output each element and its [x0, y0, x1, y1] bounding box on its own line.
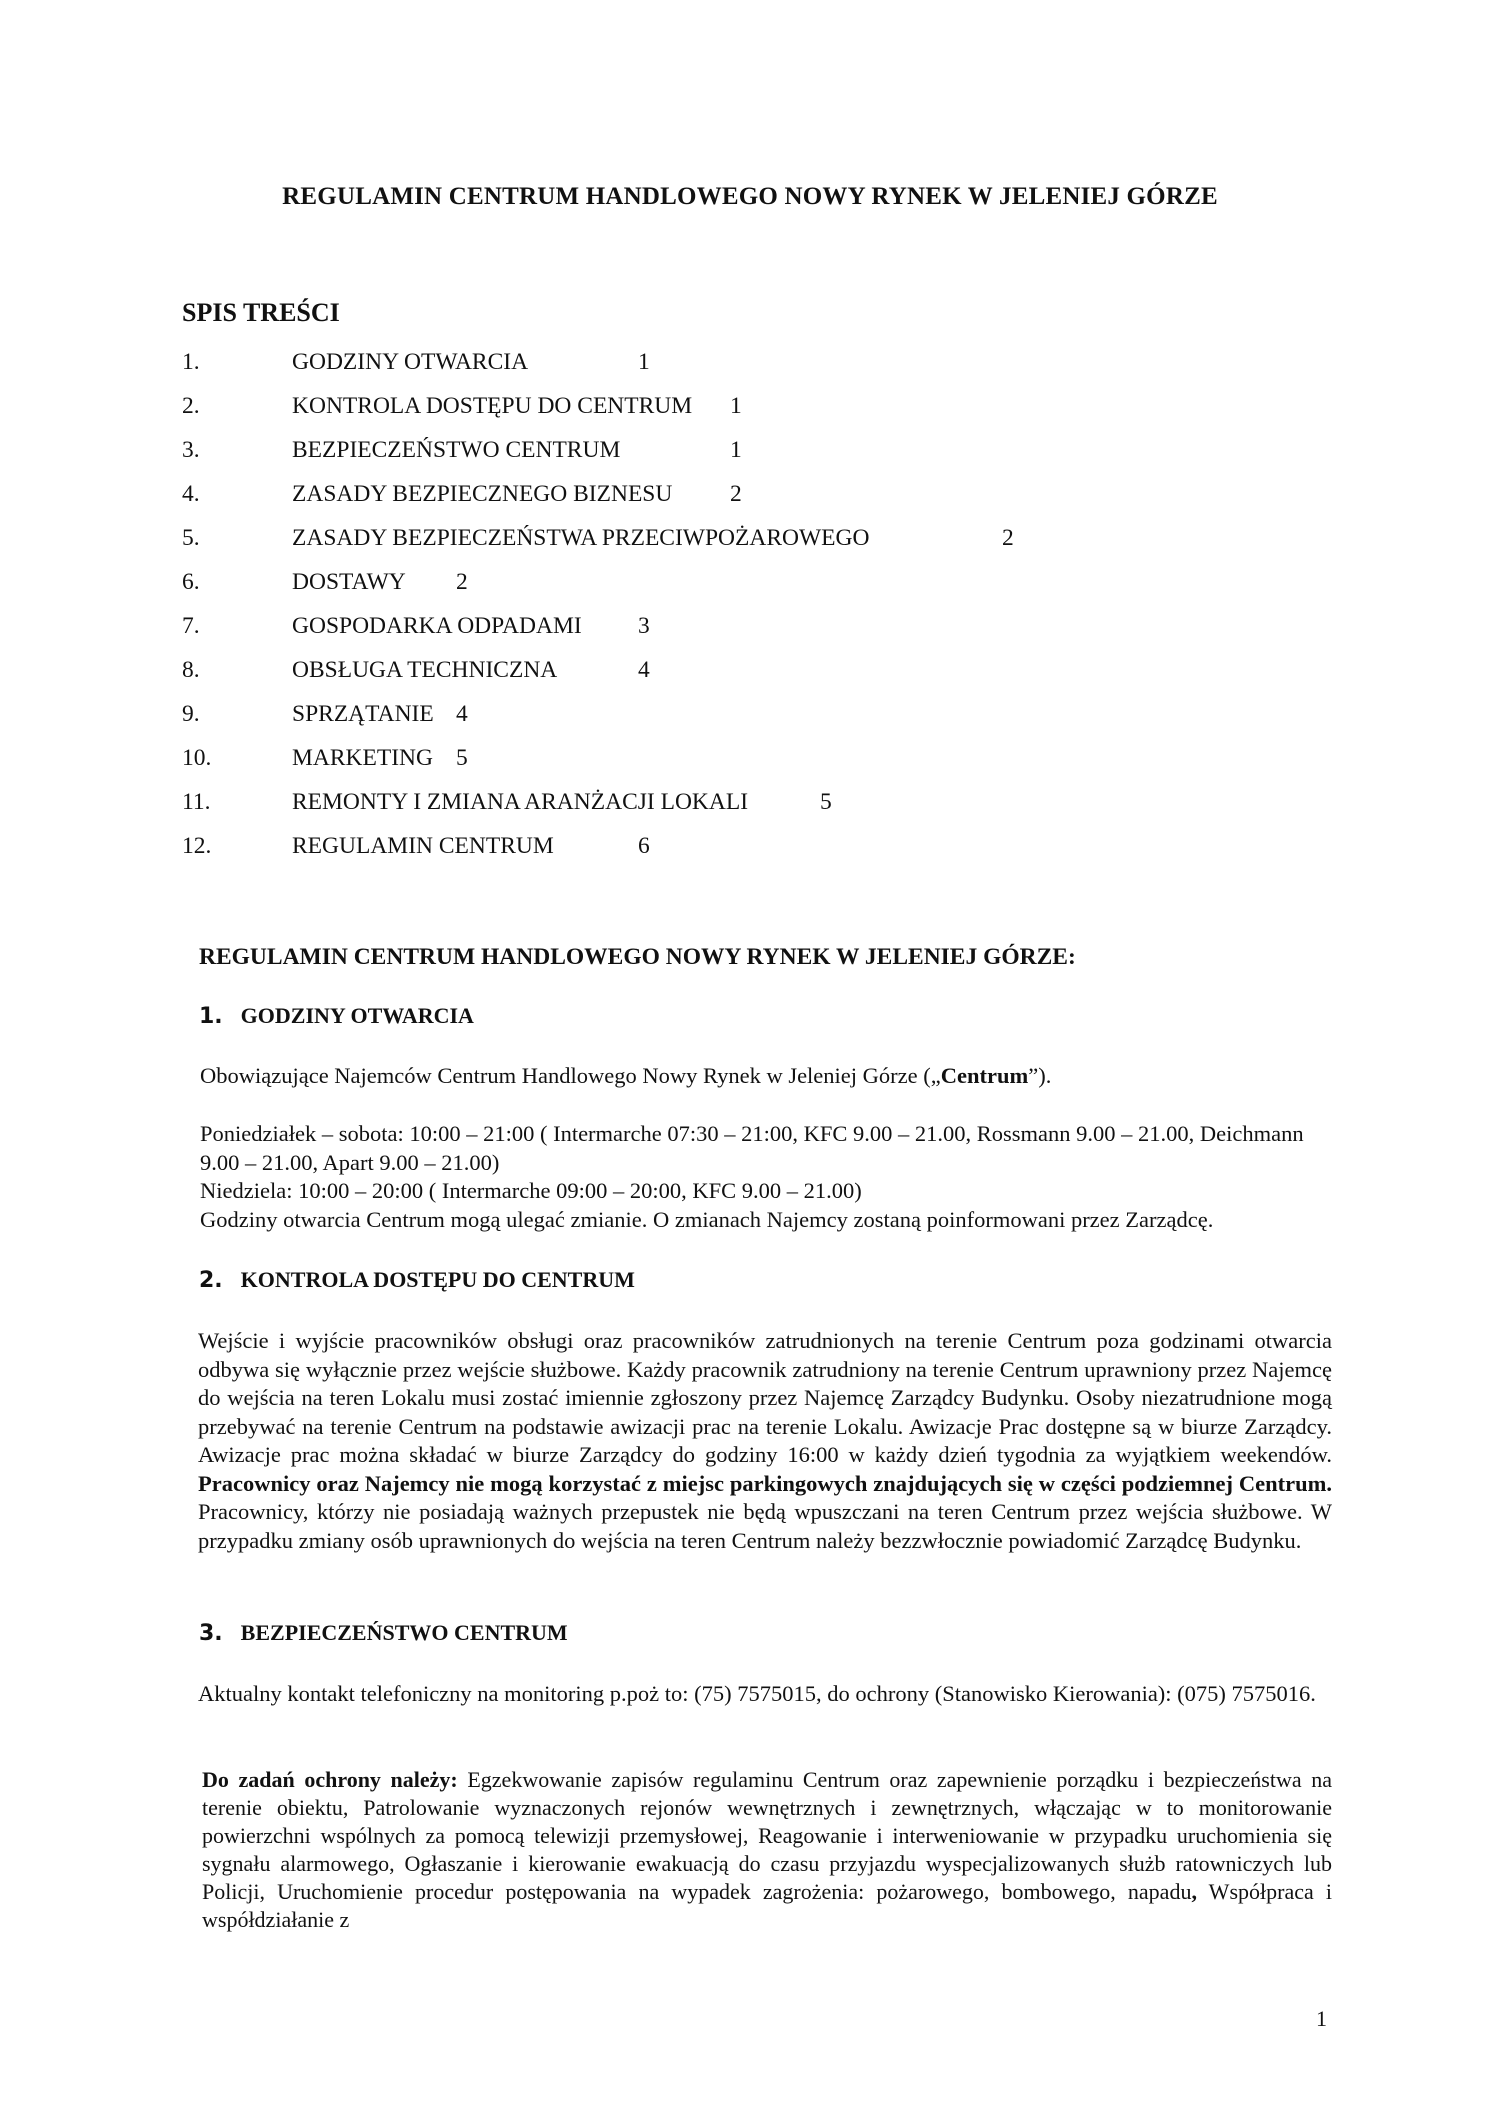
toc-item-page: 1: [730, 393, 742, 419]
toc-item-label: GOSPODARKA ODPADAMI: [292, 613, 582, 639]
toc-item-page: 5: [456, 745, 468, 771]
intro-text-end: ”).: [1028, 1063, 1052, 1088]
toc-item-label: SPRZĄTANIE: [292, 701, 434, 727]
toc-item-label: GODZINY OTWARCIA: [292, 349, 529, 375]
toc-item-label: REMONTY I ZMIANA ARANŻACJI LOKALI: [292, 789, 749, 815]
toc-item-label: MARKETING: [292, 745, 433, 771]
section-number: 1.: [199, 1004, 223, 1029]
toc-item-page: 3: [638, 613, 650, 639]
access-text: Wejście i wyjście pracowników obsługi oraz pracowników zatrudnionych na terenie Centrum poza godzinami otwarcia odbywa się wyłącznie przez wejście służbowe. Każdy pracownik zatrudniony na terenie Centrum uprawniony przez Najemcę do wejścia na teren Lokalu musi zostać imiennie zgłoszony przez Najemcę Zarządcy Budynku. Osoby niezatrudnione mogą przebywać na terenie Centrum na podstawie awizacji prac na terenie Lokalu. Awizacje Prac dostępne są w biurze Zarządcy. Awizacje prac można składać w biurze Zarządcy do godziny 16:00 w każdy dzień tygodnia za wyjątkiem weekendów.: [198, 1328, 1332, 1467]
section-3-duties: [202, 1766, 1332, 1934]
toc-item-label: REGULAMIN CENTRUM: [292, 833, 554, 859]
section-title: KONTROLA DOSTĘPU DO CENTRUM: [240, 1267, 635, 1292]
toc-item-page: 1: [730, 437, 742, 463]
toc-item-label: OBSŁUGA TECHNICZNA: [292, 657, 558, 683]
section-1-hours: [200, 1120, 1332, 1234]
toc-item-number: 2.: [182, 393, 200, 419]
toc-heading: SPIS TREŚCI: [182, 298, 340, 327]
toc-item-number: 11.: [182, 789, 211, 815]
section-1-intro: [200, 1062, 1330, 1091]
toc-item-number: 3.: [182, 437, 200, 463]
access-text-end: Pracownicy, którzy nie posiadają ważnych przepustek nie będą wpuszczani na teren Centrum przez wejścia służbowe. W przypadku zmiany osób uprawnionych do wejścia na teren Centrum należy bezzwłocznie powiadomić Zarządcę Budynku.: [198, 1499, 1332, 1553]
toc-item-page: 4: [638, 657, 650, 683]
toc-item-page: 6: [638, 833, 650, 859]
section-1-heading: [199, 1003, 474, 1029]
toc-item-number: 4.: [182, 481, 200, 507]
toc-item-number: 5.: [182, 525, 200, 551]
toc-item-page: 2: [1002, 525, 1014, 551]
duties-text-end: Współpraca i współdziałanie z: [202, 1879, 1332, 1932]
toc-item-number: 8.: [182, 657, 200, 683]
section-2-text: [198, 1327, 1332, 1555]
toc-item-page: 4: [456, 701, 468, 727]
duties-comma: ,: [1191, 1879, 1197, 1904]
toc-item-number: 9.: [182, 701, 200, 727]
toc-item-number: 12.: [182, 833, 212, 859]
section-title: GODZINY OTWARCIA: [240, 1003, 474, 1028]
toc-item-label: ZASADY BEZPIECZEŃSTWA PRZECIWPOŻAROWEGO: [292, 525, 870, 551]
section-title: BEZPIECZEŃSTWO CENTRUM: [240, 1620, 568, 1645]
parking-rule: Pracownicy oraz Najemcy nie mogą korzystać z miejsc parkingowych znajdujących się w części podziemnej Centrum.: [198, 1470, 1332, 1496]
hours-sunday: Niedziela: 10:00 – 20:00 ( Intermarche 09:00 – 20:00, KFC 9.00 – 21.00): [200, 1178, 862, 1203]
toc-item-number: 7.: [182, 613, 200, 639]
section-number: 3.: [199, 1621, 223, 1646]
section-3-contact: Aktualny kontakt telefoniczny na monitoring p.poż to: (75) 7575015, do ochrony (Stanowisko Kierowania): (075) 7575016.: [198, 1681, 1316, 1706]
centrum-term: Centrum: [940, 1063, 1029, 1088]
toc-item-page: 2: [456, 569, 468, 595]
toc-item-number: 10.: [182, 745, 212, 771]
toc-item-label: BEZPIECZEŃSTWO CENTRUM: [292, 437, 621, 463]
page-number: 1: [1316, 2006, 1327, 2031]
duties-text: Egzekwowanie zapisów regulaminu Centrum oraz zapewnienie porządku i bezpieczeństwa na terenie obiektu, Patrolowanie wyznaczonych rejonów wewnętrznych i zewnętrznych, włączając w to monitorowanie powierzchni wspólnych za pomocą telewizji przemysłowej, Reagowanie i interweniowanie w przypadku uruchomienia się sygnału alarmowego, Ogłaszanie i kierowanie ewakuacją do czasu przyjazdu wyspecjalizowanych służb ratowniczych lub Policji, Uruchomienie procedur postępowania na wypadek zagrożenia: pożarowego, bombowego, napadu: [202, 1767, 1332, 1904]
toc-item-page: 5: [820, 789, 832, 815]
intro-text: Obowiązujące Najemców Centrum Handlowego Nowy Rynek w Jeleniej Górze („: [200, 1063, 941, 1088]
duties-label: Do zadań ochrony należy:: [202, 1767, 458, 1792]
toc-item-number: 1.: [182, 349, 200, 375]
toc-item-label: KONTROLA DOSTĘPU DO CENTRUM: [292, 393, 693, 419]
toc-item-page: 2: [730, 481, 742, 507]
regulation-subtitle: REGULAMIN CENTRUM HANDLOWEGO NOWY RYNEK W JELENIEJ GÓRZE:: [199, 944, 1076, 970]
toc-item-label: ZASADY BEZPIECZNEGO BIZNESU: [292, 481, 673, 507]
section-number: 2.: [199, 1268, 223, 1293]
hours-weekdays: Poniedziałek – sobota: 10:00 – 21:00 ( Intermarche 07:30 – 21:00, KFC 9.00 – 21.00, Rossmann 9.00 – 21.00, Deichmann 9.00 – 21.00, Apart 9.00 – 21.00): [200, 1121, 1304, 1175]
toc-item-number: 6.: [182, 569, 200, 595]
hours-note: Godziny otwarcia Centrum mogą ulegać zmianie. O zmianach Najemcy zostaną poinformowani przez Zarządcę.: [200, 1206, 1214, 1232]
section-3-heading: [199, 1620, 568, 1646]
section-2-heading: [199, 1267, 635, 1293]
toc-item-page: 1: [638, 349, 650, 375]
toc-item-label: DOSTAWY: [292, 569, 406, 595]
document-title: REGULAMIN CENTRUM HANDLOWEGO NOWY RYNEK W JELENIEJ GÓRZE: [282, 183, 1218, 210]
